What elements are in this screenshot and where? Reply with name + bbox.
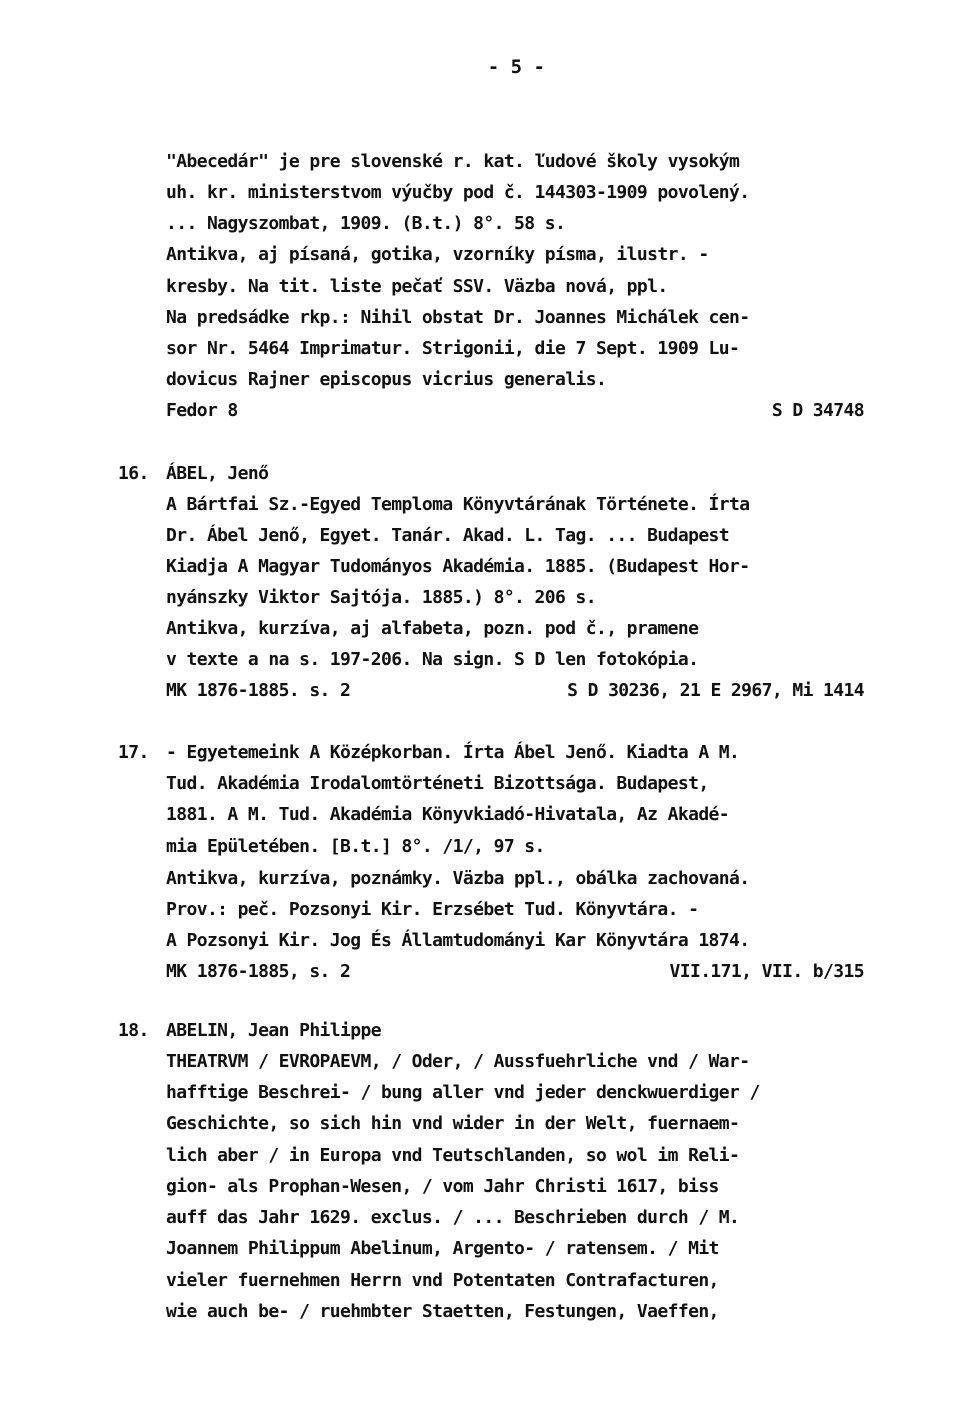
entry-18-heading: ABELIN, Jean Philippe — [166, 1020, 381, 1041]
entry-15-line: Na predsádke rkp.: Nihil obstat Dr. Joannes Michálek cen- — [166, 307, 750, 328]
entry-17-line: - Egyetemeink A Középkorban. Írta Ábel Jenő. Kiadta A M. — [166, 742, 740, 763]
entry-16-line: Kiadja A Magyar Tudományos Akadémia. 1885. (Budapest Hor- — [166, 556, 750, 577]
entry-18-number: 18. — [118, 1020, 149, 1041]
entry-17-line: A Pozsonyi Kir. Jog És Államtudományi Kar Könyvtára 1874. — [166, 930, 750, 951]
entry-15-line: dovicus Rajner episcopus vicrius generalis. — [166, 369, 607, 390]
entry-16-line: A Bártfai Sz.-Egyed Temploma Könyvtárának Története. Írta — [166, 494, 750, 515]
entry-15-line: ... Nagyszombat, 1909. (B.t.) 8°. 58 s. — [166, 213, 566, 234]
entry-15-line: sor Nr. 5464 Imprimatur. Strigonii, die 7 Sept. 1909 Lu- — [166, 338, 740, 359]
entry-16-line: v texte a na s. 197-206. Na sign. S D len fotokópia. — [166, 649, 699, 670]
entry-18-line: THEATRVM / EVROPAEVM, / Oder, / Aussfuehrliche vnd / War- — [166, 1051, 750, 1072]
entry-18-line: gion- als Prophan-Wesen, / vom Jahr Christi 1617, biss — [166, 1176, 719, 1197]
page-number: - 5 - — [487, 56, 545, 78]
entry-16-footer-right: S D 30236, 21 E 2967, Mi 1414 — [567, 680, 864, 701]
entry-16-line: nyánszky Viktor Sajtója. 1885.) 8°. 206 s. — [166, 587, 596, 608]
entry-17-number: 17. — [118, 742, 149, 763]
entry-17-line: Tud. Akadémia Irodalomtörténeti Bizottsága. Budapest, — [166, 773, 709, 794]
entry-17-line: 1881. A M. Tud. Akadémia Könyvkiadó-Hivatala, Az Akadé- — [166, 804, 730, 825]
entry-15-footer-left: Fedor 8 — [166, 400, 238, 421]
entry-18-line: auff das Jahr 1629. exclus. / ... Beschrieben durch / M. — [166, 1207, 740, 1228]
entry-17-footer-left: MK 1876-1885, s. 2 — [166, 961, 351, 982]
entry-18-line: hafftige Beschrei- / bung aller vnd jeder denckwuerdiger / — [166, 1082, 760, 1103]
entry-17-line: mia Epületében. [B.t.] 8°. /1/, 97 s. — [166, 836, 545, 857]
entry-16-heading: ÁBEL, Jenő — [166, 463, 269, 484]
entry-16-line: Antikva, kurzíva, aj alfabeta, pozn. pod č., pramene — [166, 618, 699, 639]
entry-17-footer-right: VII.171, VII. b/315 — [669, 961, 864, 982]
entry-16-footer-left: MK 1876-1885. s. 2 — [166, 680, 351, 701]
entry-18-line: Geschichte, so sich hin vnd wider in der Welt, fuernaem- — [166, 1113, 740, 1134]
entry-15-line: kresby. Na tit. liste pečať SSV. Väzba nová, ppl. — [166, 276, 668, 297]
entry-15-line: "Abecedár" je pre slovenské r. kat. ľudové školy vysokým — [166, 151, 740, 172]
entry-16-line: Dr. Ábel Jenő, Egyet. Tanár. Akad. L. Tag. ... Budapest — [166, 525, 730, 546]
entry-17-line: Prov.: peč. Pozsonyi Kir. Erzsébet Tud. Könyvtára. - — [166, 899, 699, 920]
entry-18-line: lich aber / in Europa vnd Teutschlanden, so wol im Reli- — [166, 1145, 740, 1166]
entry-15-footer-right: S D 34748 — [771, 400, 864, 421]
entry-18-line: vieler fuernehmen Herrn vnd Potentaten Contrafacturen, — [166, 1270, 719, 1291]
entry-18-line: wie auch be- / ruehmbter Staetten, Festungen, Vaeffen, — [166, 1301, 719, 1322]
entry-18-line: Joannem Philippum Abelinum, Argento- / ratensem. / Mit — [166, 1238, 719, 1259]
entry-17-line: Antikva, kurzíva, poznámky. Väzba ppl., obálka zachovaná. — [166, 868, 750, 889]
entry-15-line: Antikva, aj písaná, gotika, vzorníky písma, ilustr. - — [166, 244, 709, 265]
entry-16-number: 16. — [118, 463, 149, 484]
entry-15-line: uh. kr. ministerstvom výučby pod č. 144303-1909 povolený. — [166, 182, 750, 203]
